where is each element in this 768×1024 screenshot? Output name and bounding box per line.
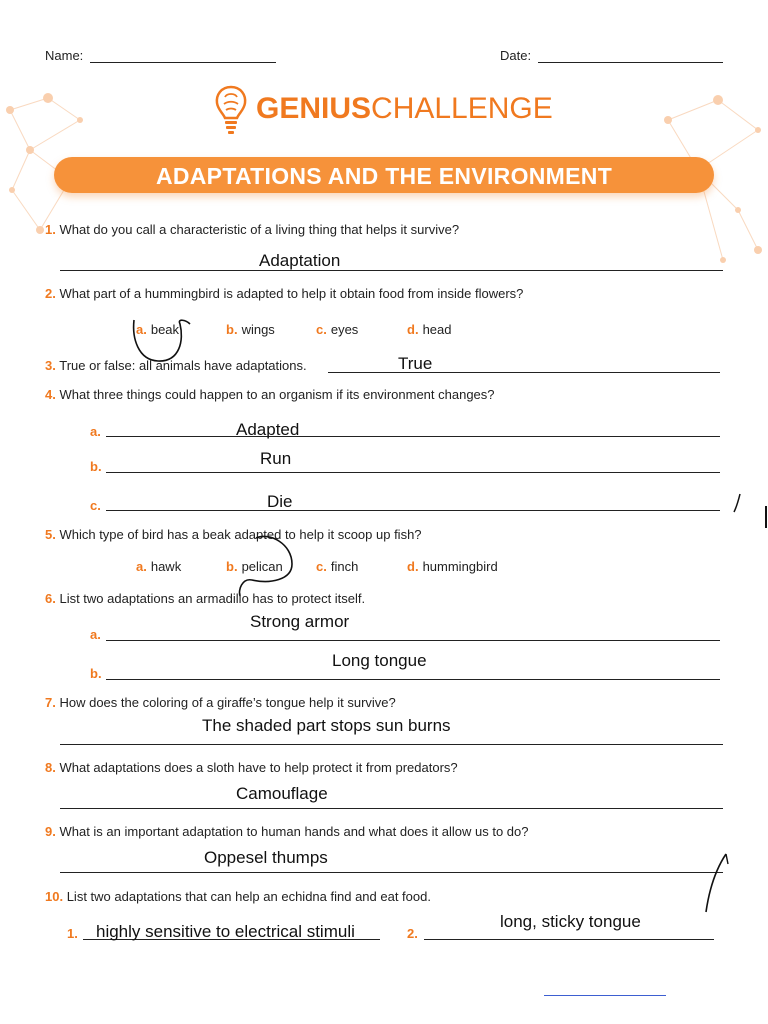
option-a[interactable]	[136, 559, 181, 574]
selection-circle-mark	[230, 530, 300, 600]
handwritten-answer: highly sensitive to electrical stimuli	[96, 922, 355, 941]
title-banner	[54, 157, 714, 193]
question-number: 6.	[45, 591, 56, 606]
question-number: 3.	[45, 358, 56, 373]
option-text: hawk	[150, 559, 182, 574]
answer-line[interactable]	[60, 744, 723, 745]
handwritten-answer: Run	[260, 449, 292, 468]
option-d[interactable]	[407, 322, 451, 337]
handwritten-answer: Adaptation	[259, 251, 341, 270]
option-text: eyes	[330, 322, 359, 337]
question-4	[45, 387, 495, 402]
pen-stroke-mark	[728, 490, 768, 530]
name-field-line[interactable]	[90, 62, 276, 63]
question-text: List two adaptations that can help an echidna find and eat food.	[66, 889, 431, 904]
handwritten-answer: True	[398, 354, 433, 373]
handwritten-answer: Long tongue	[332, 651, 427, 670]
date-field-line[interactable]	[538, 62, 723, 63]
handwritten-answer: The shaded part stops sun burns	[202, 716, 451, 735]
question-3	[45, 358, 307, 373]
handwritten-answer: Strong armor	[250, 612, 350, 631]
question-9	[45, 824, 528, 839]
question-text: What is an important adaptation to human hands and what does it allow us to do?	[59, 824, 529, 839]
handwritten-answer: Oppesel thumps	[204, 848, 328, 867]
answer-line[interactable]	[328, 372, 720, 373]
logo-bold: GENIUS	[256, 92, 372, 125]
answer-line[interactable]	[106, 510, 720, 511]
question-number: 8.	[45, 760, 56, 775]
answer-letter: b.	[90, 459, 102, 474]
question-10	[45, 889, 431, 904]
name-label: Name:	[45, 48, 84, 63]
logo-text	[256, 92, 553, 126]
question-text: What part of a hummingbird is adapted to help it obtain food from inside flowers?	[59, 286, 524, 301]
question-number: 7.	[45, 695, 56, 710]
answer-line[interactable]	[106, 679, 720, 680]
lightbulb-brain-icon	[214, 84, 248, 136]
handwritten-answer: long, sticky tongue	[500, 912, 641, 931]
answer-line[interactable]	[60, 270, 723, 271]
option-letter: a.	[136, 322, 147, 337]
answer-line[interactable]	[60, 808, 723, 809]
option-text: pelican	[241, 559, 283, 574]
answer-line[interactable]	[106, 436, 720, 437]
question-1	[45, 222, 459, 237]
question-number: 2.	[45, 286, 56, 301]
logo-light: CHALLENGE	[371, 92, 553, 125]
answer-line[interactable]	[424, 939, 714, 940]
question-text: Which type of bird has a beak adapted to help it scoop up fish?	[59, 527, 422, 542]
page-title: ADAPTATIONS AND THE ENVIRONMENT	[155, 163, 613, 189]
footer-link-underline[interactable]	[544, 995, 666, 996]
option-text: beak	[150, 322, 180, 337]
option-letter: d.	[407, 559, 419, 574]
option-letter: a.	[136, 559, 147, 574]
option-letter: b.	[226, 559, 238, 574]
date-label: Date:	[500, 48, 532, 63]
option-letter: d.	[407, 322, 419, 337]
question-8	[45, 760, 458, 775]
answer-line[interactable]	[106, 472, 720, 473]
answer-number: 1.	[67, 926, 78, 941]
question-number: 1.	[45, 222, 56, 237]
question-text: How does the coloring of a giraffe’s tongue help it survive?	[59, 695, 396, 710]
option-c[interactable]	[316, 322, 358, 337]
question-text: What do you call a characteristic of a living thing that helps it survive?	[59, 222, 460, 237]
answer-line[interactable]	[60, 872, 723, 873]
question-text: What three things could happen to an organism if its environment changes?	[59, 387, 495, 402]
pen-stroke-mark	[700, 850, 740, 916]
option-d[interactable]	[407, 559, 498, 574]
question-number: 9.	[45, 824, 56, 839]
option-text: finch	[330, 559, 359, 574]
option-letter: c.	[316, 322, 327, 337]
option-b[interactable]	[226, 322, 275, 337]
answer-line[interactable]	[106, 640, 720, 641]
option-text: wings	[241, 322, 275, 337]
option-text: head	[422, 322, 452, 337]
answer-letter: a.	[90, 627, 101, 642]
question-text: What adaptations does a sloth have to help protect it from predators?	[59, 760, 458, 775]
question-6	[45, 591, 365, 606]
option-letter: b.	[226, 322, 238, 337]
answer-letter: a.	[90, 424, 101, 439]
answer-letter: b.	[90, 666, 102, 681]
question-number: 4.	[45, 387, 56, 402]
handwritten-answer: Camouflage	[236, 784, 328, 803]
question-number: 5.	[45, 527, 56, 542]
answer-number: 2.	[407, 926, 418, 941]
question-text: True or false: all animals have adaptations.	[59, 358, 307, 373]
handwritten-answer: Adapted	[236, 420, 300, 439]
question-7	[45, 695, 396, 710]
answer-letter: c.	[90, 498, 101, 513]
option-c[interactable]	[316, 559, 358, 574]
handwritten-answer: Die	[267, 492, 293, 511]
question-number: 10.	[45, 889, 64, 904]
option-letter: c.	[316, 559, 327, 574]
question-text: List two adaptations an armadillo has to protect itself.	[59, 591, 366, 606]
question-2	[45, 286, 523, 301]
option-text: hummingbird	[422, 559, 498, 574]
